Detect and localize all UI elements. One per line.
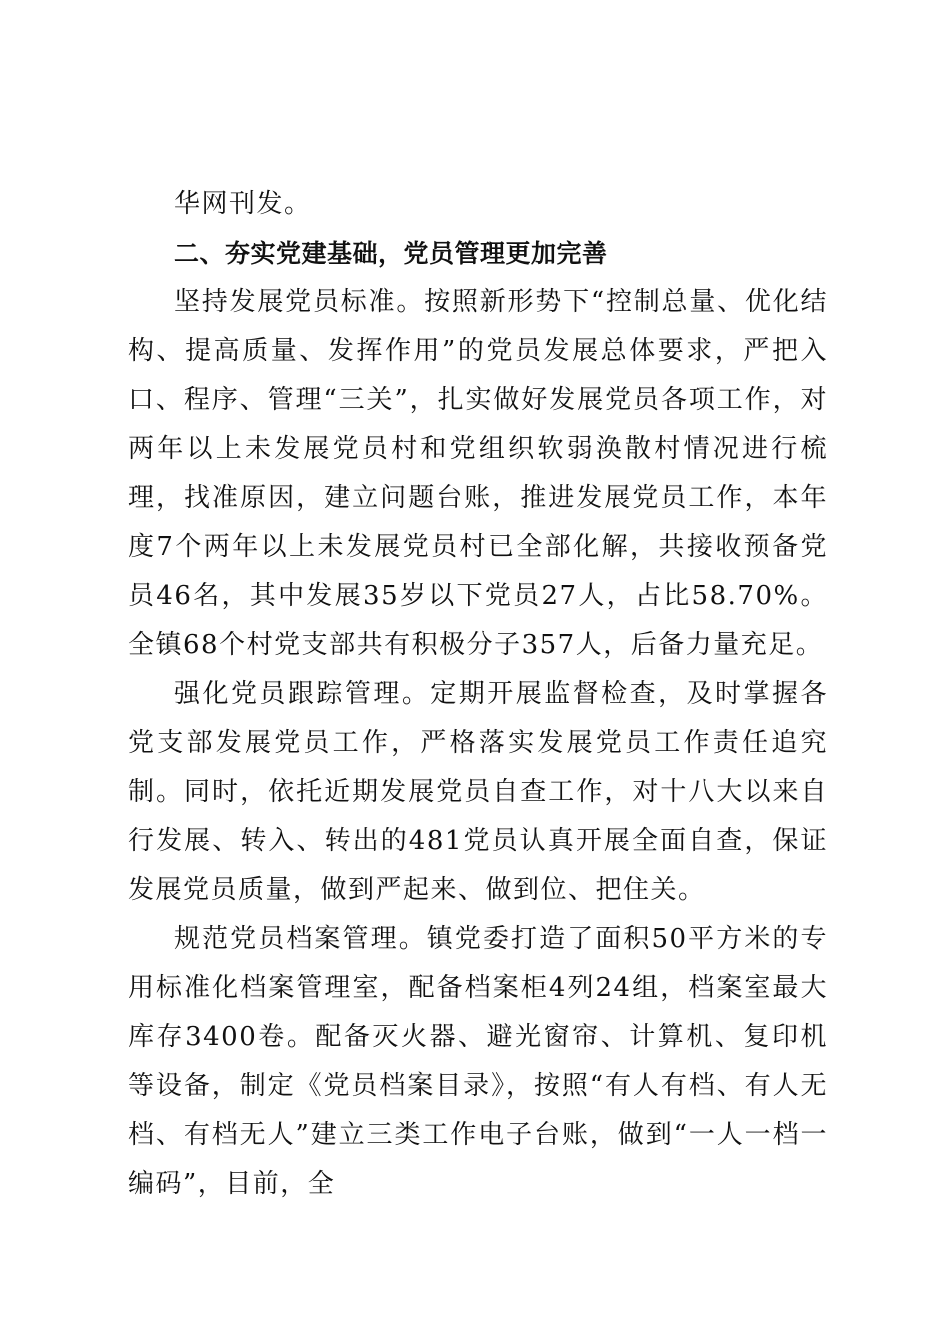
paragraph-member-tracking: 强化党员跟踪管理。定期开展监督检查，及时掌握各党支部发展党员工作，严格落实发展党员工作责任追究制。同时，依托近期发展党员自查工作，对十八大以来自行发展、转入、转出的481党员认真开展全面自查，保证发展党员质量，做到严起来、做到位、把住关。 [128,679,828,905]
document-body [128,180,828,1209]
section-heading: 二、夯实党建基础，党员管理更加完善 [174,239,608,268]
paragraph-archive-management: 规范党员档案管理。镇党委打造了面积50平方米的专用标准化档案管理室，配备档案柜4列24组，档案室最大库存3400卷。配备灭火器、避光窗帘、计算机、复印机等设备，制定《党员档案目录》，按照“有人有档、有人无档、有档无人”建立三类工作电子台账，做到“一人一档一编码”，目前，全 [128,924,828,1199]
paragraph-member-development: 坚持发展党员标准。按照新形势下“控制总量、优化结构、提高质量、发挥作用”的党员发展总体要求，严把入口、程序、管理“三关”，扎实做好发展党员各项工作，对两年以上未发展党员村和党组织软弱涣散村情况进行梳理，找准原因，建立问题台账，推进发展党员工作，本年度7个两年以上未发展党员村已全部化解，共接收预备党员46名，其中发展35岁以下党员27人，占比58.70%。全镇68个村党支部共有积极分子357人，后备力量充足。 [128,287,828,660]
paragraph-continuation: 华网刊发。 [174,189,312,219]
